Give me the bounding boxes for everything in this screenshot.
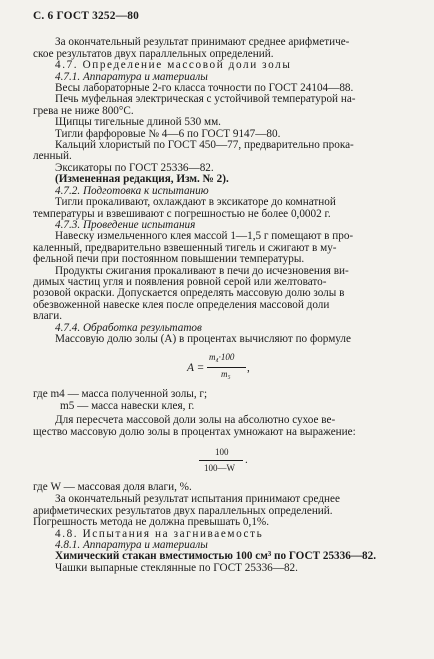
subsection-heading: 4.7.4. Обработка результатов bbox=[55, 321, 202, 334]
paragraph-line: обезвоженной навеске клея после определения массовой доли bbox=[33, 298, 330, 311]
paragraph-line: каленный, предварительно взвешенный тигель и сжигают в му- bbox=[33, 241, 337, 254]
subsection-heading: 4.8.1. Аппаратура и материалы bbox=[55, 539, 208, 552]
document-page bbox=[33, 11, 409, 574]
paragraph-line: щество массовую долю золы в процентах умножают на выражение: bbox=[33, 425, 356, 438]
section-heading: 4.8. Испытания на загниваемость bbox=[55, 527, 264, 540]
paragraph-line: Кальций хлористый по ГОСТ 450—77, предварительно прока- bbox=[55, 139, 354, 152]
paragraph-line: розовой окраски. Допускается определять массовую долю золы в bbox=[33, 287, 345, 300]
paragraph-line: Химический стакан вместимостью 100 см³ по ГОСТ 25336—82. bbox=[55, 550, 376, 563]
paragraph-line: Тигли прокаливают, охлаждают в эксикаторе до комнатной bbox=[55, 196, 336, 209]
paragraph-line: ленный. bbox=[33, 150, 72, 163]
paragraph-line: температуры и взвешивают с погрешностью не более 0,0002 г. bbox=[33, 207, 331, 220]
paragraph-line: Щипцы тигельные длиной 530 мм. bbox=[55, 116, 221, 129]
paragraph-line: где W — массовая доля влаги, %. bbox=[33, 481, 192, 493]
expression-tail: . bbox=[245, 454, 248, 466]
subsection-heading: 4.7.1. Аппаратура и материалы bbox=[55, 70, 208, 83]
fraction-bar bbox=[199, 460, 243, 461]
paragraph-line: где m4 — масса полученной золы, г; bbox=[33, 388, 208, 401]
expression-numerator: 100 bbox=[215, 447, 229, 457]
expression-denominator: 100—W bbox=[204, 463, 235, 473]
paragraph-line: ское результатов двух параллельных определений. bbox=[33, 47, 274, 60]
subsection-heading: 4.7.3. Проведение испытания bbox=[55, 218, 196, 231]
dry-basis-expression bbox=[33, 440, 409, 478]
paragraph-line: Весы лабораторные 2-го класса точности по ГОСТ 24104—88. bbox=[55, 82, 354, 95]
paragraph-line: димых частиц угля и появления ровной серой или желтовато- bbox=[33, 275, 327, 288]
paragraph-line: Для пересчета массовой доли золы на абсолютно сухое ве- bbox=[55, 414, 336, 427]
formula-lhs: A = bbox=[187, 362, 205, 375]
paragraph-line: Эксикаторы по ГОСТ 25336—82. bbox=[55, 161, 214, 174]
formula-tail: , bbox=[247, 362, 250, 375]
subsection-heading: 4.7.2. Подготовка к испытанию bbox=[55, 184, 209, 197]
paragraph-line: Печь муфельная электрическая с устойчивой температурой на- bbox=[55, 93, 356, 106]
page-header: С. 6 ГОСТ 3252—80 bbox=[33, 10, 140, 22]
paragraph-line: Навеску измельченного клея массой 1—1,5 г помещают в про- bbox=[55, 230, 354, 243]
paragraph-line: влаги. bbox=[33, 310, 63, 323]
paragraph-line: За окончательный результат принимают среднее арифметиче- bbox=[55, 36, 350, 49]
paragraph-line: Тигли фарфоровые № 4—6 по ГОСТ 9147—80. bbox=[55, 127, 281, 140]
section-heading: 4.7. Определение массовой доли золы bbox=[55, 59, 292, 72]
paragraph-line: фельной печи при постоянном повышении температуры. bbox=[33, 253, 305, 266]
paragraph-line: За окончательный результат испытания принимают среднее bbox=[55, 493, 340, 506]
formula-denominator: m₅ bbox=[221, 369, 231, 380]
formula-numerator: m₄·100 bbox=[209, 352, 235, 363]
paragraph-line: Массовую долю золы (А) в процентах вычисляют по формуле bbox=[55, 332, 351, 345]
amendment-note: (Измененная редакция, Изм. № 2). bbox=[55, 173, 229, 186]
fraction-bar bbox=[207, 367, 246, 368]
paragraph-line: Чашки выпарные стеклянные по ГОСТ 25336—82. bbox=[55, 561, 298, 574]
paragraph-line: арифметических результатов двух параллельных определений. bbox=[33, 504, 333, 517]
ash-formula bbox=[33, 348, 409, 388]
paragraph-line: Продукты сжигания прокаливают в печи до исчезновения ви- bbox=[55, 264, 349, 277]
paragraph-line: грева не ниже 800°С. bbox=[33, 104, 134, 117]
paragraph-line: Погрешность метода не должна превышать 0,1%. bbox=[33, 516, 270, 529]
paragraph-line: m5 — масса навески клея, г. bbox=[60, 399, 195, 412]
